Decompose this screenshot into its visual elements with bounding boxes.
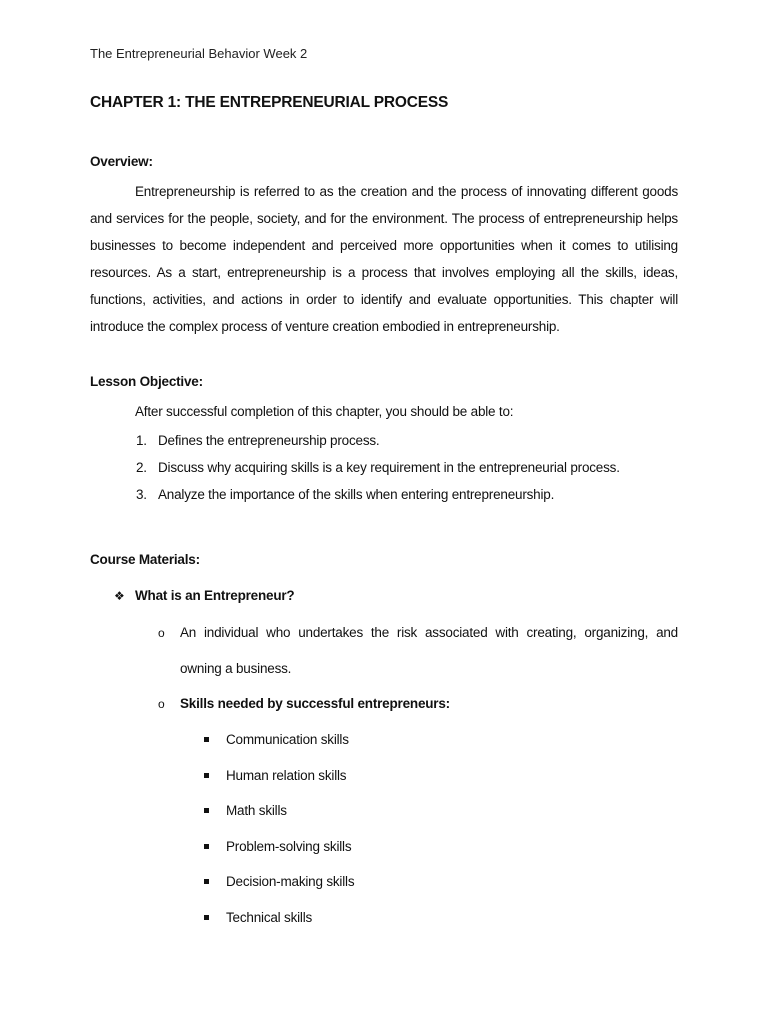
objective-number: 2. [136,460,147,475]
objective-number: 3. [136,487,147,502]
lesson-objective-heading: Lesson Objective: [90,374,203,389]
skill-item [204,764,354,800]
topic-heading [114,588,294,603]
objective-text: Defines the entrepreneurship process. [158,433,380,448]
objective-item [136,427,620,454]
overview-paragraph: Entrepreneurship is referred to as the creation and the process of innovating different goods and services for the people, society, and for the environment. The process of entrepreneurship helps businesses to become independent and perceived more opportunities when it comes to utilising resources. As a start, entrepreneurship is a process that involves employing all the skills, ideas, functions, activities, and actions in order to identify and evaluate opportunities. This chapter will introduce the complex process of venture creation embodied in entrepreneurship. [90,184,678,334]
topic-title: What is an Entrepreneur? [135,588,295,603]
skills-heading: Skills needed by successful entrepreneurs: [180,696,450,711]
skill-text: Math skills [226,803,287,818]
skill-text: Communication skills [226,732,349,747]
definition-item [158,615,678,687]
square-bullet-icon [204,879,209,884]
skill-item [204,906,354,942]
chapter-title: CHAPTER 1: THE ENTREPRENEURIAL PROCESS [90,94,449,111]
objective-text: Analyze the importance of the skills when entering entrepreneurship. [158,487,555,502]
circle-bullet-icon: o [158,697,165,711]
square-bullet-icon [204,808,209,813]
objective-number: 1. [136,433,147,448]
running-header: The Entrepreneurial Behavior Week 2 [90,46,308,61]
diamond-bullet-icon: ❖ [114,589,125,603]
square-bullet-icon [204,773,209,778]
objectives-intro: After successful completion of this chapter, you should be able to: [135,404,514,419]
skill-text: Problem-solving skills [226,838,352,854]
skill-text: Human relation skills [226,767,347,783]
objective-item [136,454,620,481]
objectives-list [136,427,620,508]
definition-text: An individual who undertakes the risk associated with creating, organizing, and owning a business. [180,625,678,676]
square-bullet-icon [204,844,209,849]
skill-item [204,799,354,835]
objective-item [136,481,620,508]
skill-item [204,728,354,764]
skill-text: Decision-making skills [226,874,355,889]
skill-item [204,835,354,871]
skill-item [204,870,354,906]
skills-heading-item [158,686,678,722]
square-bullet-icon [204,737,209,742]
skills-list [204,728,354,941]
skill-text: Technical skills [226,909,313,925]
course-materials-heading: Course Materials: [90,552,200,567]
overview-heading: Overview: [90,154,153,169]
objective-text: Discuss why acquiring skills is a key requirement in the entrepreneurial process. [158,460,620,475]
circle-bullet-icon: o [158,626,165,640]
square-bullet-icon [204,915,209,920]
